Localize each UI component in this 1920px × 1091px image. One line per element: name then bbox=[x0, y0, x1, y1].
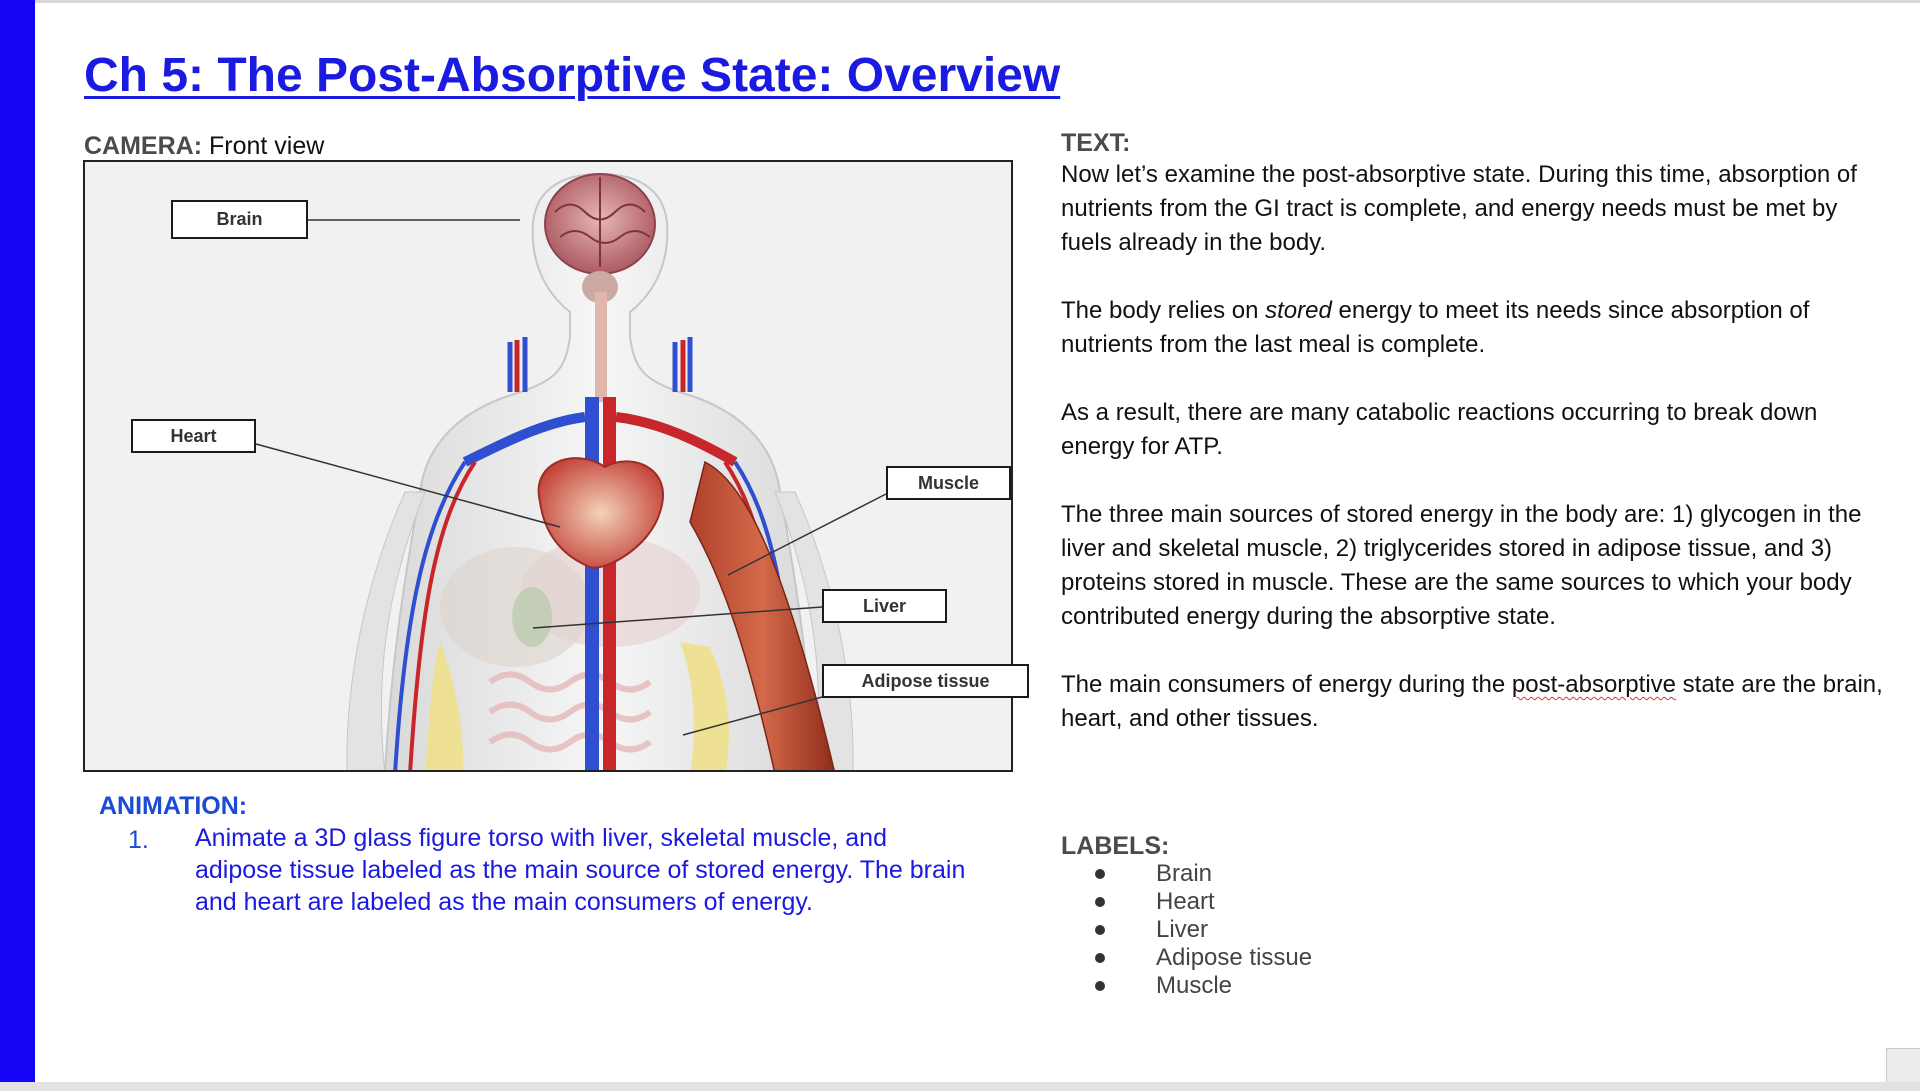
label-item-adipose-tissue bbox=[1095, 944, 1312, 972]
label-item-text: Liver bbox=[1156, 916, 1209, 943]
spellcheck-flagged-word[interactable]: post-absorptive bbox=[1511, 671, 1676, 698]
camera-label: CAMERA: bbox=[84, 132, 203, 160]
label-item-heart bbox=[1095, 888, 1312, 916]
text-body bbox=[1061, 158, 1891, 770]
bullet-icon bbox=[1095, 925, 1105, 935]
text-run: state are the brain, heart, and other tissues. bbox=[1061, 671, 1883, 732]
animation-item-number: 1. bbox=[128, 826, 149, 854]
label-item-text: Muscle bbox=[1156, 972, 1233, 999]
bullet-icon bbox=[1095, 981, 1105, 991]
text-heading: TEXT: bbox=[1061, 129, 1131, 157]
corner-resize-handle[interactable] bbox=[1886, 1048, 1920, 1082]
labels-list bbox=[1095, 860, 1312, 1000]
text-paragraph bbox=[1061, 294, 1891, 362]
label-item-muscle bbox=[1095, 972, 1312, 1000]
labels-heading: LABELS: bbox=[1061, 832, 1170, 860]
emphasis-stored: stored bbox=[1265, 297, 1332, 324]
text-paragraph: Now let’s examine the post-absorptive state. During this time, absorption of nutrients from the GI tract is complete, and energy needs must be met by fuels already in the body. bbox=[1061, 161, 1857, 256]
animation-item-text: Animate a 3D glass figure torso with liver, skeletal muscle, and adipose tissue labeled as the main source of stored energy. The brain and heart are labeled as the main consumers of energy. bbox=[195, 824, 966, 916]
camera-value: Front view bbox=[202, 132, 325, 160]
callout-heart: Heart bbox=[131, 419, 256, 453]
camera-line bbox=[84, 132, 324, 161]
bullet-icon bbox=[1095, 897, 1105, 907]
label-item-liver bbox=[1095, 916, 1312, 944]
text-paragraph: The three main sources of stored energy in the body are: 1) glycogen in the liver and skeletal muscle, 2) triglycerides stored in adipose tissue, and 3) proteins stored in muscle. These are the same sources to which your body contributed energy during the absorptive state. bbox=[1061, 501, 1862, 630]
bottom-border bbox=[0, 1082, 1920, 1091]
text-run: The body relies on bbox=[1061, 297, 1266, 324]
text-paragraph: As a result, there are many catabolic reactions occurring to break down energy for ATP. bbox=[1061, 399, 1818, 460]
bullet-icon bbox=[1095, 953, 1105, 963]
text-paragraph bbox=[1061, 668, 1891, 736]
label-item-text: Adipose tissue bbox=[1156, 944, 1313, 971]
top-border bbox=[0, 0, 1920, 3]
bullet-icon bbox=[1095, 869, 1105, 879]
label-item-text: Brain bbox=[1156, 860, 1213, 887]
label-item-brain bbox=[1095, 860, 1312, 888]
callout-liver: Liver bbox=[822, 589, 947, 623]
slide-accent-bar bbox=[0, 0, 35, 1083]
animation-heading: ANIMATION: bbox=[99, 792, 248, 820]
callout-adipose-tissue: Adipose tissue bbox=[822, 664, 1029, 698]
callout-muscle: Muscle bbox=[886, 466, 1011, 500]
label-item-text: Heart bbox=[1156, 888, 1215, 915]
page-title[interactable]: Ch 5: The Post-Absorptive State: Overview bbox=[84, 49, 1061, 102]
text-run: The main consumers of energy during the bbox=[1061, 671, 1512, 698]
text-run: energy to meet its needs since absorption of nutrients from the last meal is complete. bbox=[1061, 297, 1810, 358]
callout-brain: Brain bbox=[171, 200, 308, 239]
